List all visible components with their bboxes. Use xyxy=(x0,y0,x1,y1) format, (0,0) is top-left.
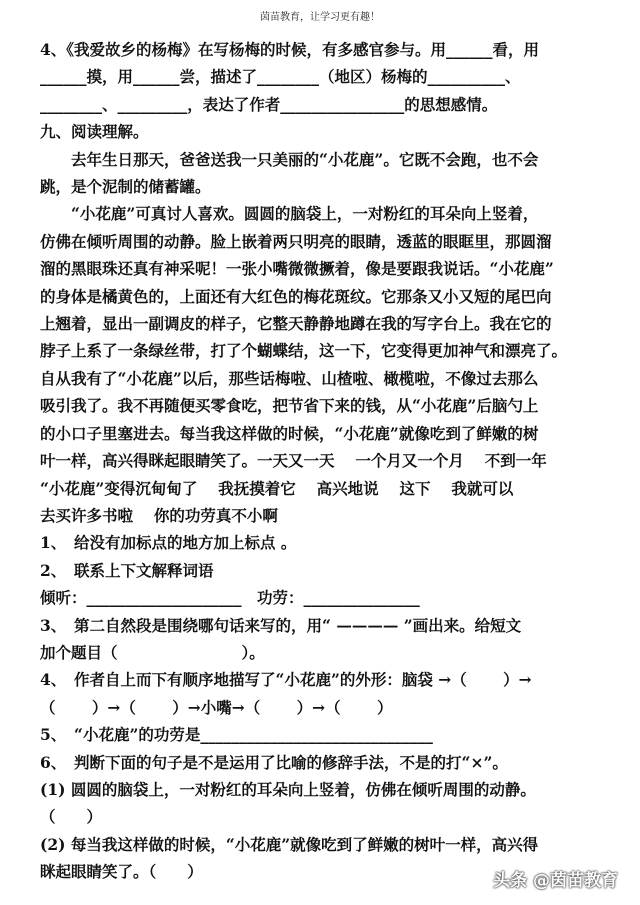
reading-para-2-line-3: 溜的黑眼珠还真有神采呢！一张小嘴微微撅着，像是要跟我说话。“小花鹿” xyxy=(40,259,554,279)
reading-para-2-line-7: 自从我有了“小花鹿”以后，那些话梅啦、山楂啦、橄榄啦，不像过去那么 xyxy=(40,368,539,388)
reading-para-2-line-5: 上翘着，显出一副调皮的样子，它整天静静地蹲在我的写字台上。我在它的 xyxy=(40,314,552,334)
exercise-4-line-1: 4、 作者自上而下有顺序地描写了“小花鹿”的外形：脑袋 →（ ）→ xyxy=(40,670,532,690)
exercise-2: 2、 联系上下文解释词语 xyxy=(40,560,214,580)
page-header: 茵苗教育，让学习更有趣！ xyxy=(260,12,380,23)
exercise-3-line-2: 加个题目（ ）。 xyxy=(40,642,265,662)
exercise-3-line-1: 3、 第二自然段是围绕哪句话来写的，用“ ———— ”画出来。给短文 xyxy=(40,615,522,635)
reading-para-2-line-8: 吸引我了。我不再随便买零食吃，把节省下来的钱，从“小花鹿”后脑勺上 xyxy=(40,396,539,416)
exercise-1: 1、 给没有加标点的地方加上标点 。 xyxy=(40,533,297,553)
exercise-6-item-1-line-1: (1) 圆圆的脑袋上，一对粉红的耳朵向上竖着，仿佛在倾听周围的动静。 xyxy=(40,779,536,799)
section-9-heading: 九、阅读理解。 xyxy=(40,122,149,142)
reading-para-1-line-1: 去年生日那天，爸爸送我一只美丽的“小花鹿”。它既不会跑，也不会 xyxy=(71,149,539,169)
question-4-line-1: 4、《我爱故乡的杨梅》在写杨梅的时候，有多感官参与。用______看，用 xyxy=(40,40,540,59)
watermark-logo: 头条 @茵苗教育 xyxy=(493,871,618,891)
reading-para-1-line-2: 跳，是个泥制的储蓄罐。 xyxy=(40,177,211,197)
worksheet-content xyxy=(40,36,606,886)
question-4-line-3: ________、_________，表达了作者________________的思想感情。 xyxy=(40,94,498,114)
reading-para-2-line-11: “小花鹿”变得沉甸甸了 我抚摸着它 高兴地说 这下 我就可以 xyxy=(40,478,514,498)
exercise-6-item-1-line-2: （ ） xyxy=(40,807,103,827)
reading-para-2-line-9: 的小口子里塞进去。每当我这样做的时候，“小花鹿”就像吃到了鲜嫩的树 xyxy=(40,423,539,443)
question-4-line-2: ______摸，用______尝，描述了________（地区）杨梅的__________、 xyxy=(40,67,521,87)
reading-para-2-line-10: 叶一样，高兴得眯起眼睛笑了。一天又一天 一个月又一个月 不到一年 xyxy=(40,451,547,471)
reading-para-2-line-12: 去买许多书啦 你的功劳真不小啊 xyxy=(40,505,278,525)
exercise-6-item-2-line-1: (2) 每当我这样做的时候，“小花鹿”就像吃到了鲜嫩的树叶一样，高兴得 xyxy=(40,834,539,854)
reading-para-2-line-6: 脖子上系了一条绿丝带，打了个蝴蝶结，这一下，它变得更加神气和漂亮了。 xyxy=(40,341,568,361)
exercise-5: 5、 “小花鹿”的功劳是______________________________ xyxy=(40,725,433,745)
exercise-4-line-2: （ ）→（ ）→小嘴→（ ）→（ ） xyxy=(40,697,393,717)
reading-para-2-line-4: 的身体是橘黄色的，上面还有大红色的梅花斑纹。它那条又小又短的尾巴向 xyxy=(40,286,552,306)
reading-para-2-line-1: “小花鹿”可真讨人喜欢。圆圆的脑袋上，一对粉红的耳朵向上竖着， xyxy=(71,204,539,224)
exercise-2-fill-blanks: 倾听：____________________ 功劳：_______________ xyxy=(40,588,420,608)
reading-para-2-line-2: 仿佛在倾听周围的动静。脸上嵌着两只明亮的眼睛，透蓝的眼眶里，那圆溜 xyxy=(40,231,552,251)
exercise-6: 6、 判断下面的句子是不是运用了比喻的修辞手法，不是的打“×”。 xyxy=(40,752,508,772)
exercise-6-item-2-line-2: 眯起眼睛笑了。（ ） xyxy=(40,862,203,882)
